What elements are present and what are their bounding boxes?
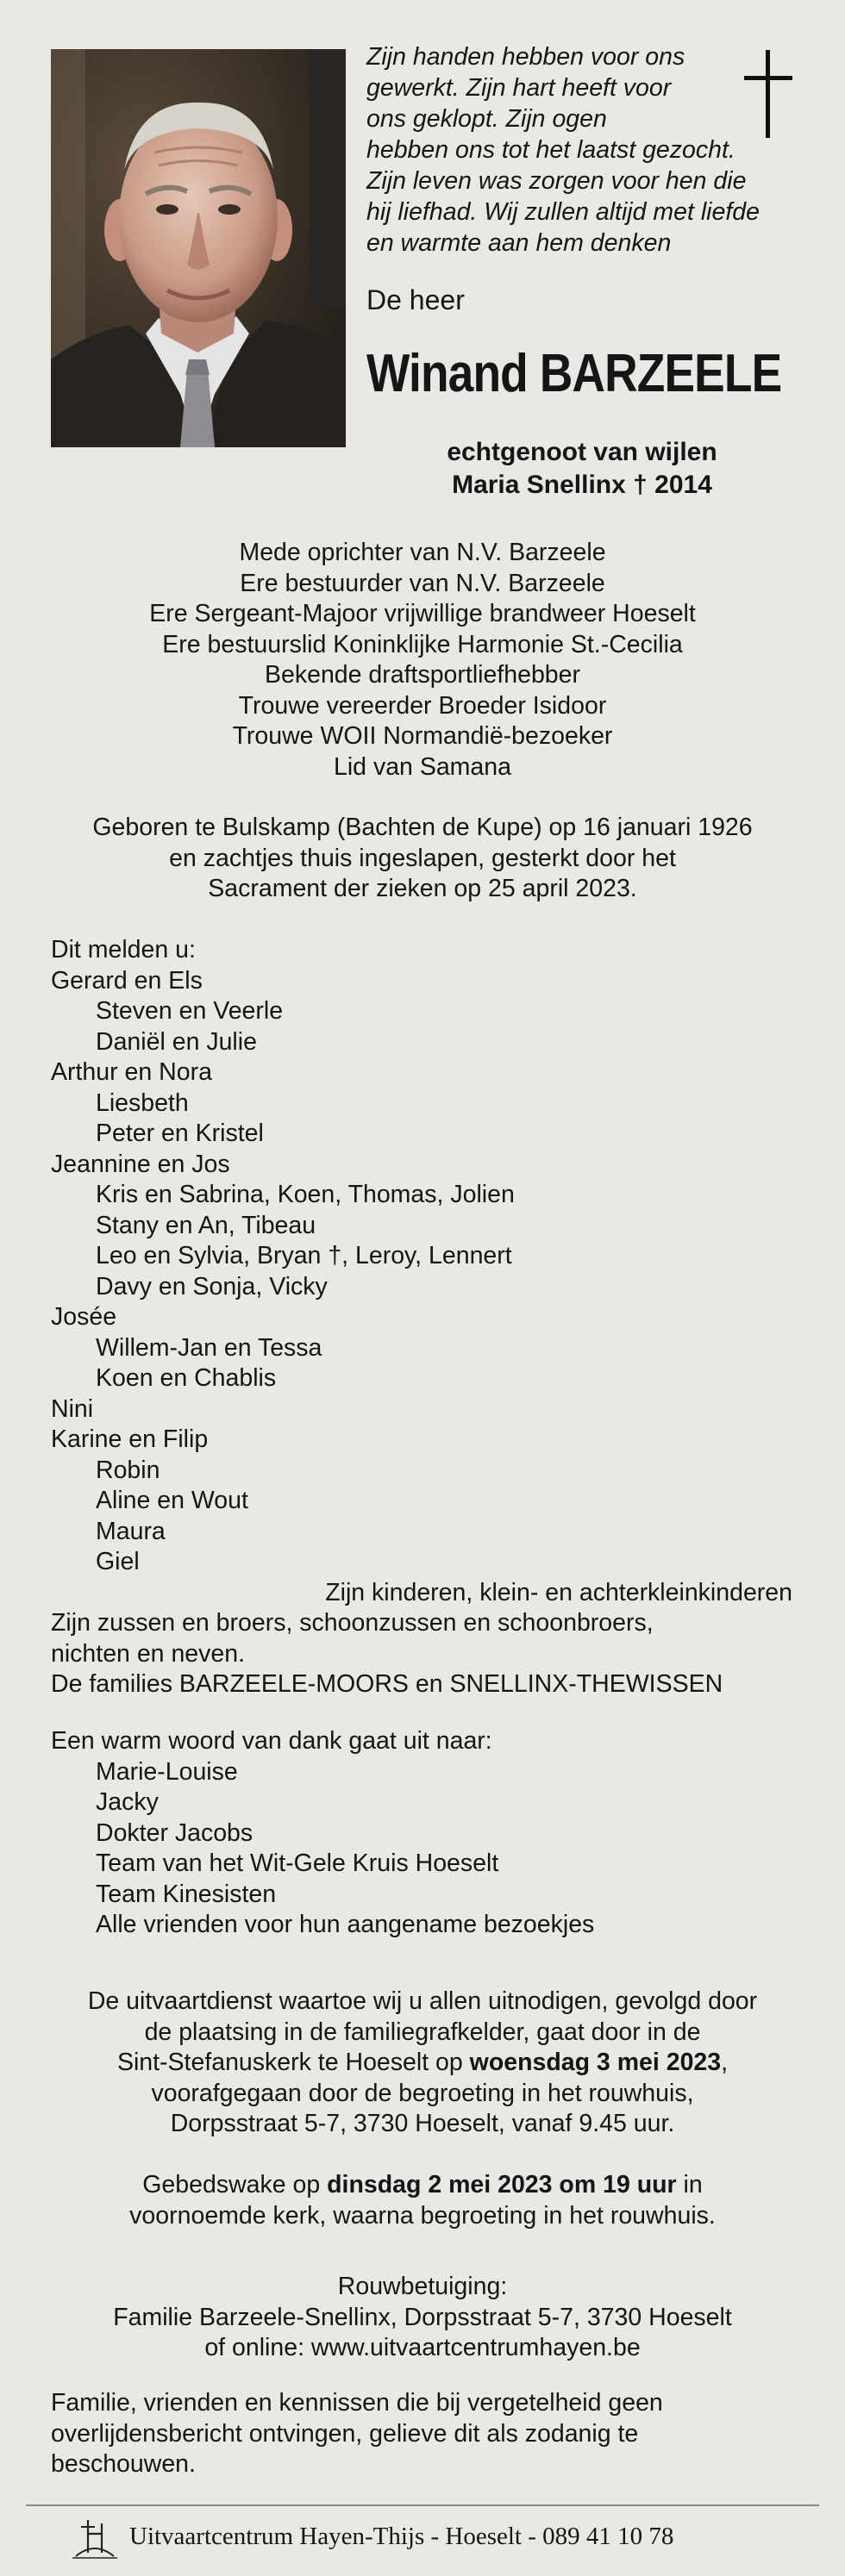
spouse-line: Maria Snellinx † 2014 (452, 471, 712, 499)
condolences-address: Familie Barzeele-Snellinx, Dorpsstraat 5-7, 3730 Hoeselt (113, 2303, 732, 2331)
funeral-info (34, 1987, 811, 2140)
family-member-grandchild: Giel (96, 1548, 140, 1575)
family-member-grandchild: Koen en Chablis (96, 1364, 277, 1392)
funeral-home-logo-icon (69, 2515, 121, 2563)
memorial-quote (366, 41, 772, 259)
birth-death-line: Geboren te Bulskamp (Bachten de Kupe) op 16 januari 1926 (92, 814, 753, 841)
funeral-home-info: Uitvaartcentrum Hayen-Thijs - Hoeselt - 089 41 10 78 (129, 2523, 674, 2550)
family-member-grandchild: Kris en Sabrina, Koen, Thomas, Jolien (96, 1181, 515, 1208)
spouse-info (366, 436, 798, 502)
funeral-comma: , (721, 2049, 729, 2076)
vigil-line (34, 2170, 811, 2201)
funeral-line: voorafgegaan door de begroeting in het rouwhuis, (151, 2079, 694, 2107)
quote-line: hij liefhad. Wij zullen altijd met liefde (366, 198, 760, 226)
condolences-title: Rouwbetuiging: (337, 2273, 508, 2300)
family-members (51, 966, 792, 1578)
family-member-grandchild: Liesbeth (96, 1088, 189, 1117)
honor-item: Mede oprichter van N.V. Barzeele (239, 539, 606, 566)
family-member-grandchild: Aline en Wout (96, 1487, 248, 1514)
vigil-date: dinsdag 2 mei 2023 om 19 uur (327, 2171, 677, 2199)
notice-text (51, 2388, 792, 2480)
funeral-line: Dorpsstraat 5-7, 3730 Hoeselt, vanaf 9.45 uur. (170, 2110, 675, 2137)
thanks-section (51, 1726, 792, 1941)
honor-item: Ere Sergeant-Majoor vrijwillige brandweer Hoeselt (149, 600, 696, 627)
notice-line: overlijdensbericht ontvingen, gelieve dit als zodanig te (51, 2419, 639, 2448)
notice-line: Familie, vrienden en kennissen die bij vergetelheid geen (51, 2389, 663, 2417)
family-member-child: Jeannine en Jos (51, 1150, 230, 1178)
thanks-item: Alle vrienden voor hun aangename bezoekjes (96, 1911, 595, 1938)
family-member-grandchild: Leo en Sylvia, Bryan †, Leroy, Lennert (96, 1242, 512, 1269)
funeral-line (34, 2048, 811, 2079)
family-member-child: Arthur en Nora (51, 1058, 212, 1086)
vigil-line: voornoemde kerk, waarna begroeting in het rouwhuis. (129, 2201, 716, 2230)
honor-item: Lid van Samana (334, 752, 511, 781)
family-member-child: Nini (51, 1394, 94, 1423)
funeral-line: De uitvaartdienst waartoe wij u allen uitnodigen, gevolgd door (87, 1987, 758, 2015)
spouse-line: echtgenoot van wijlen (447, 438, 717, 466)
thanks-item: Jacky (96, 1788, 159, 1816)
vigil-post: in (676, 2171, 703, 2199)
honor-item: Ere bestuurder van N.V. Barzeele (240, 569, 605, 597)
family-member-grandchild: Willem-Jan en Tessa (96, 1333, 322, 1362)
honor-item: Bekende draftsportliefhebber (265, 661, 580, 689)
relatives-line: Zijn zussen en broers, schoonzussen en schoonbroers, (51, 1609, 654, 1637)
footer-divider (26, 2504, 819, 2506)
funeral-line: de plaatsing in de familiegrafkelder, gaat door in de (144, 2018, 701, 2046)
honor-item: Trouwe vereerder Broeder Isidoor (238, 691, 607, 720)
honor-item: Trouwe WOII Normandië-bezoeker (232, 722, 613, 750)
family-member-grandchild: Daniël en Julie (96, 1027, 257, 1056)
quote-line: en warmte aan hem denken (366, 229, 672, 257)
deceased-name: Winand BARZEELE (366, 344, 782, 403)
condolences-website: of online: www.uitvaartcentrumhayen.be (204, 2334, 641, 2361)
birth-death-info (34, 813, 811, 905)
family-intro: Dit melden u: (51, 936, 196, 964)
family-member-child: Gerard en Els (51, 966, 203, 995)
quote-line: Zijn handen hebben voor ons (366, 43, 685, 71)
condolences-info (34, 2272, 811, 2364)
honor-item: Ere bestuurslid Koninklijke Harmonie St.-Cecilia (162, 630, 683, 658)
cross-icon (744, 50, 792, 138)
vigil-info (34, 2170, 811, 2231)
birth-death-line: Sacrament der zieken op 25 april 2023. (208, 875, 637, 902)
birth-death-line: en zachtjes thuis ingeslapen, gesterkt door het (169, 844, 676, 872)
thanks-item: Marie-Louise (96, 1757, 238, 1786)
footer (69, 2515, 776, 2563)
vigil-pre: Gebedswake op (142, 2171, 328, 2199)
quote-line: gewerkt. Zijn hart heeft voor (366, 74, 672, 102)
honors-list (34, 538, 811, 783)
quote-line: hebben ons tot het laatst gezocht. (366, 136, 735, 164)
family-summary: Zijn kinderen, klein- en achterkleinkinderen (325, 1578, 792, 1606)
family-member-grandchild: Stany en An, Tibeau (96, 1211, 316, 1239)
thanks-item: Team Kinesisten (96, 1880, 277, 1908)
funeral-church: Sint-Stefanuskerk te Hoeselt op (116, 2049, 470, 2076)
family-member-child: Karine en Filip (51, 1425, 209, 1453)
family-member-grandchild: Davy en Sonja, Vicky (96, 1272, 328, 1300)
thanks-intro: Een warm woord van dank gaat uit naar: (51, 1727, 492, 1755)
quote-line: Zijn leven was zorgen voor hen die (366, 167, 747, 195)
family-member-grandchild: Robin (96, 1456, 160, 1484)
family-member-grandchild: Maura (96, 1517, 166, 1545)
relatives-line: nichten en neven. (51, 1639, 246, 1668)
title-prefix: De heer (366, 284, 465, 315)
family-member-child: Josée (51, 1303, 117, 1331)
funeral-date: woensdag 3 mei 2023 (469, 2049, 722, 2076)
notice-line: beschouwen. (51, 2450, 196, 2478)
relatives-line: De families BARZEELE-MOORS en SNELLINX-THEWISSEN (51, 1670, 723, 1698)
thanks-item: Team van het Wit-Gele Kruis Hoeselt (96, 1849, 499, 1877)
quote-line: ons geklopt. Zijn ogen (366, 105, 607, 133)
family-list (51, 935, 792, 1700)
family-member-grandchild: Steven en Veerle (96, 997, 284, 1025)
thanks-item: Dokter Jacobs (96, 1818, 254, 1847)
portrait-photo (51, 49, 346, 447)
family-member-grandchild: Peter en Kristel (96, 1120, 264, 1147)
